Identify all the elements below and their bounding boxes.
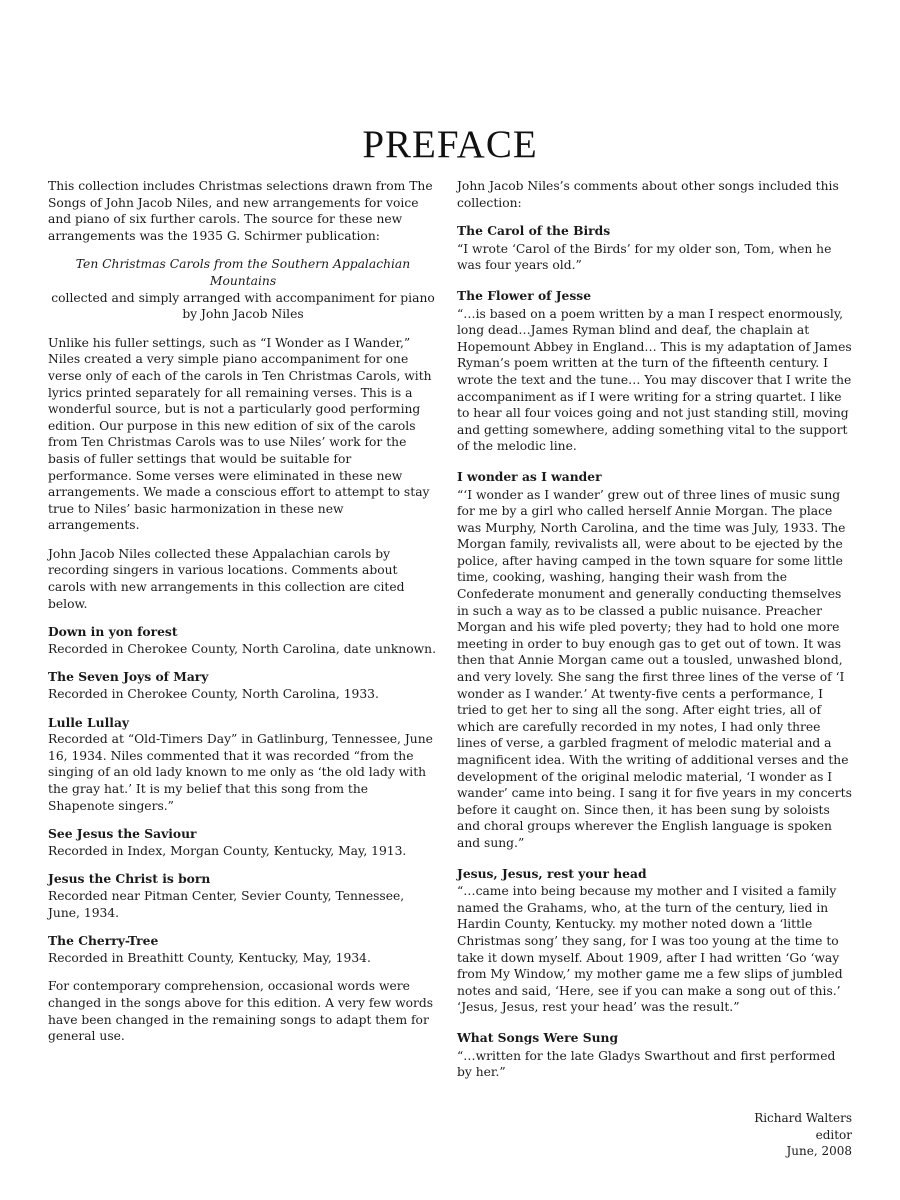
carol-note: Recorded at “Old-Timers Day” in Gatlinburg, Tennessee, June 16, 1934. Niles commented that it was recorded “from the singing of an old lady known to me only as ‘the old lady with the gray hat.’ It is my belief that this song from the Shapenote singers.”: [48, 732, 433, 813]
carol-heading: The Cherry-Tree: [48, 933, 159, 949]
carol-heading: The Seven Joys of Mary: [48, 669, 209, 685]
comments-intro: John Jacob Niles’s comments about other songs included this collection:: [457, 179, 839, 210]
intro-paragraph: This collection includes Christmas selections drawn from The Songs of John Jacob Niles, and new arrangements for voice and piano of six further carols. The source for these new arrangements was the 1935 G. Schirmer publication:: [48, 179, 433, 243]
song-entry: [457, 288, 852, 455]
song-comment: “I wrote ‘Carol of the Birds’ for my older son, Tom, when he was four years old.”: [457, 241, 832, 273]
carol-entry: [48, 715, 438, 815]
carol-note: Recorded in Cherokee County, North Carolina, 1933.: [48, 687, 379, 702]
song-entry: [457, 1030, 852, 1081]
carol-note: Recorded near Pitman Center, Sevier County, Tennessee, June, 1934.: [48, 888, 405, 920]
song-heading: What Songs Were Sung: [457, 1029, 619, 1045]
signature-date: June, 2008: [786, 1144, 852, 1158]
carol-heading: See Jesus the Saviour: [48, 826, 197, 842]
source-subtitle: collected and simply arranged with accompaniment for piano: [51, 290, 435, 305]
purpose-paragraph: Unlike his fuller settings, such as “I Wonder as I Wander,” Niles created a very simple piano accompaniment for one verse only of each of the carols in Ten Christmas Carols, with lyrics printed separately for all remaining verses. This is a wonderful source, but is not a particularly good performing edition. Our purpose in this new edition of six of the carols from Ten Christmas Carols was to use Niles’ work for the basis of fuller settings that would be suitable for performance. Some verses were eliminated in these new arrangements. We made a conscious effort to attempt to stay true to Niles’ basic harmonization in these new arrangements.: [48, 335, 432, 533]
carol-entry: [48, 624, 438, 657]
song-heading: Jesus, Jesus, rest your head: [457, 865, 647, 881]
carol-note: Recorded in Index, Morgan County, Kentucky, May, 1913.: [48, 843, 407, 858]
carol-entry: [48, 826, 438, 859]
right-column: [457, 178, 852, 1095]
carol-note: Recorded in Cherokee County, North Carolina, date unknown.: [48, 641, 436, 656]
carol-note: Recorded in Breathitt County, Kentucky, May, 1934.: [48, 950, 371, 965]
carol-entry: [48, 933, 438, 966]
editor-name: Richard Walters: [754, 1111, 852, 1125]
song-heading: I wonder as I wander: [457, 468, 602, 484]
closing-paragraph: For contemporary comprehension, occasional words were changed in the songs above for this edition. A very few words have been changed in the remaining songs to adapt them for general use.: [48, 979, 434, 1044]
carol-heading: Jesus the Christ is born: [48, 871, 211, 887]
left-column: [48, 178, 438, 1057]
page-title: PREFACE: [362, 123, 538, 166]
song-comment: “‘I wonder as I wander’ grew out of three lines of music sung for me by a girl who called herself Annie Morgan. The place was Murphy, North Carolina, and the time was July, 1933. The Morgan family, revivalists all, were about to be ejected by the police, after having camped in the town square for some little time, cooking, washing, hanging their wash from the Confederate monument and generally conducting themselves in such a way as to be classed a public nuisance. Preacher Morgan and his wife pled poverty; they had to hold one more meeting in order to buy enough gas to get out of town. It was then that Annie Morgan came out a tousled, unwashed blond, and very lovely. She sang the first three lines of the verse of ‘I wonder as I wander.’ At twenty-five cents a performance, I tried to get her to sing all the song. After eight tries, all of which are carefully recorded in my notes, I had only three lines of verse, a garbled fragment of melodic material and a magnificent idea. With the writing of additional verses and the development of the original melodic material, ‘I wonder as I wander’ came into being. I sang it for five years in my concerts before it caught on. Since then, it has been sung by soloists and choral groups wherever the English language is spoken and sung.”: [457, 487, 852, 850]
song-entry: [457, 223, 852, 274]
song-comment: “…came into being because my mother and I visited a family named the Grahams, who, at the turn of the century, lied in Hardin County, Kentucky. my mother noted down a ‘little Christmas song’ they sang, for I was too young at the time to take it down myself. About 1909, after I had written ‘Go ‘way from My Window,’ my mother game me a few slips of jumbled notes and said, ‘Here, see if you can make a song out of this.’ ‘Jesus, Jesus, rest your head’ was the result.”: [457, 884, 843, 1015]
carol-entry: [48, 669, 438, 702]
song-heading: The Flower of Jesse: [457, 287, 592, 303]
carol-heading: Down in yon forest: [48, 624, 178, 640]
source-author: by John Jacob Niles: [182, 307, 304, 322]
song-entry: [457, 469, 852, 852]
carol-heading: Lulle Lullay: [48, 714, 130, 730]
song-comment: “…written for the late Gladys Swarthout and first performed by her.”: [457, 1048, 836, 1080]
carol-entry: [48, 871, 438, 921]
editor-signature: [700, 1110, 852, 1160]
song-heading: The Carol of the Birds: [457, 223, 611, 239]
source-citation: [48, 256, 438, 322]
song-comment: “…is based on a poem written by a man I respect enormously, long dead…James Ryman blind and deaf, the chaplain at Hopemount Abbey in England… This is my adaptation of James Ryman’s poem written at the turn of the fifteenth century. I wrote the text and the tune… You may discover that I write the accompaniment as if I were writing for a string quartet. I like to hear all four voices going and not just standing still, moving and getting somewhere, adding something vital to the support of the melodic line.: [457, 306, 852, 454]
editor-role: editor: [815, 1127, 852, 1142]
song-entry: [457, 866, 852, 1016]
source-title: Ten Christmas Carols from the Southern Appalachian Mountains: [75, 257, 411, 288]
collection-paragraph: John Jacob Niles collected these Appalachian carols by recording singers in various locations. Comments about carols with new arrangements in this collection are cited below.: [48, 546, 405, 611]
